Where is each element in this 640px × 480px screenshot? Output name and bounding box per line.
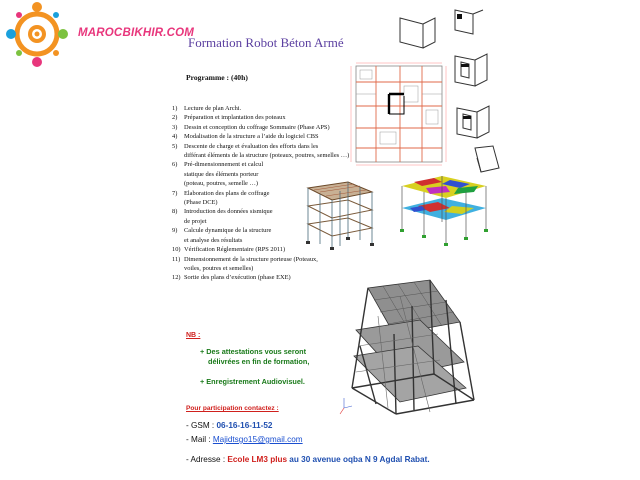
programme-item-number: 9)	[172, 227, 178, 235]
programme-item-number: 7)	[172, 189, 178, 197]
gsm-line	[186, 421, 272, 430]
programme-item-text: Pré-dimensionnement et calcul	[184, 161, 264, 169]
programme-item-number: 3)	[172, 123, 178, 131]
mail-label: - Mail :	[186, 435, 213, 444]
structure-3d-colored-image	[398, 172, 490, 250]
programme-item-text: Lecture de plan Archi.	[184, 105, 242, 112]
address-label: - Adresse :	[186, 455, 228, 464]
programme-item-number: 8)	[172, 208, 178, 216]
nb-label: NB :	[186, 332, 201, 339]
programme-item-text: Introduction des données sismique	[184, 208, 273, 216]
programme-item-text: Sortie des plans d’exécution (phase EXE)	[184, 274, 291, 282]
programme-heading: Programme : (40h)	[186, 73, 248, 82]
programme-item-text: (poteau, poutres, semelle …)	[184, 180, 259, 188]
programme-item-number: 2)	[172, 114, 178, 122]
logo-wordmark: MAROCBIKHIR.COM	[78, 27, 195, 39]
programme-item-text: Préparation et implantation des poteaux	[184, 114, 286, 122]
nb-bullets	[200, 347, 309, 387]
programme-item-number: 11)	[172, 255, 181, 263]
programme-item-text: statique des éléments porteur	[184, 170, 259, 178]
programme-item	[172, 142, 372, 161]
programme-item-text: Calcule dynamique de la structure	[184, 227, 272, 235]
gsm-value[interactable]: 06-16-16-11-52	[216, 421, 273, 430]
programme-item-text: Descente de charge et évaluation des efforts dans les	[184, 142, 319, 150]
gsm-label: - GSM :	[186, 421, 217, 430]
address-street: au 30 avenue oqba N 9 Agdal Rabat.	[287, 455, 430, 464]
programme-item	[172, 132, 372, 141]
programme-item	[172, 113, 372, 122]
programme-item-number: 5)	[172, 142, 178, 150]
address-line	[186, 455, 430, 464]
structure-3d-mesh-image	[338, 276, 498, 418]
programme-item	[172, 255, 372, 274]
mail-link[interactable]: Majidtsgo15@gmail.com	[212, 435, 303, 444]
audiovisual-line: + Enregistrement Audiovisuel.	[200, 377, 305, 386]
programme-item-text: Modalisation de la structure a l’aide du logiciel CBS	[184, 133, 319, 141]
programme-item	[172, 104, 372, 113]
programme-item-text: voiles, poutres et semelles)	[184, 264, 254, 272]
mail-line	[186, 435, 303, 444]
attestation-line-2: délivrées en fin de formation,	[208, 356, 310, 366]
programme-item-number: 6)	[172, 161, 178, 169]
programme-item-text: Elaboration des plans de coffrage	[184, 189, 270, 197]
programme-item-text: (Phase DCE)	[184, 199, 218, 207]
programme-item-text: et analyse des résultats	[184, 236, 243, 244]
column-sketches-image	[395, 8, 505, 178]
contact-heading: Pour participation contactez :	[186, 405, 279, 412]
programme-item-text: de projet	[184, 217, 207, 225]
structure-3d-frame-image	[300, 178, 378, 250]
programme-item-text: Vérification Réglementaire (RPS 2011)	[184, 246, 286, 254]
programme-item-number: 4)	[172, 133, 178, 141]
address-school: Ecole LM3 plus	[227, 455, 288, 464]
programme-item-text: Dimensionnement de la structure porteuse (Poteaux,	[184, 255, 318, 263]
programme-item-number: 10)	[172, 246, 181, 254]
programme-item-number: 1)	[172, 105, 178, 112]
programme-item-text: différant éléments de la structure (poteaux, poutres, semelles …)	[184, 152, 350, 160]
programme-item-number: 12)	[172, 274, 181, 282]
programme-item-text: Dessin et conception du coffrage Sommaire (Phase APS)	[184, 123, 330, 131]
attestation-line-1: + Des attestations vous seront	[200, 347, 307, 356]
page-title: Formation Robot Béton Armé	[188, 35, 344, 50]
programme-item	[172, 123, 372, 132]
